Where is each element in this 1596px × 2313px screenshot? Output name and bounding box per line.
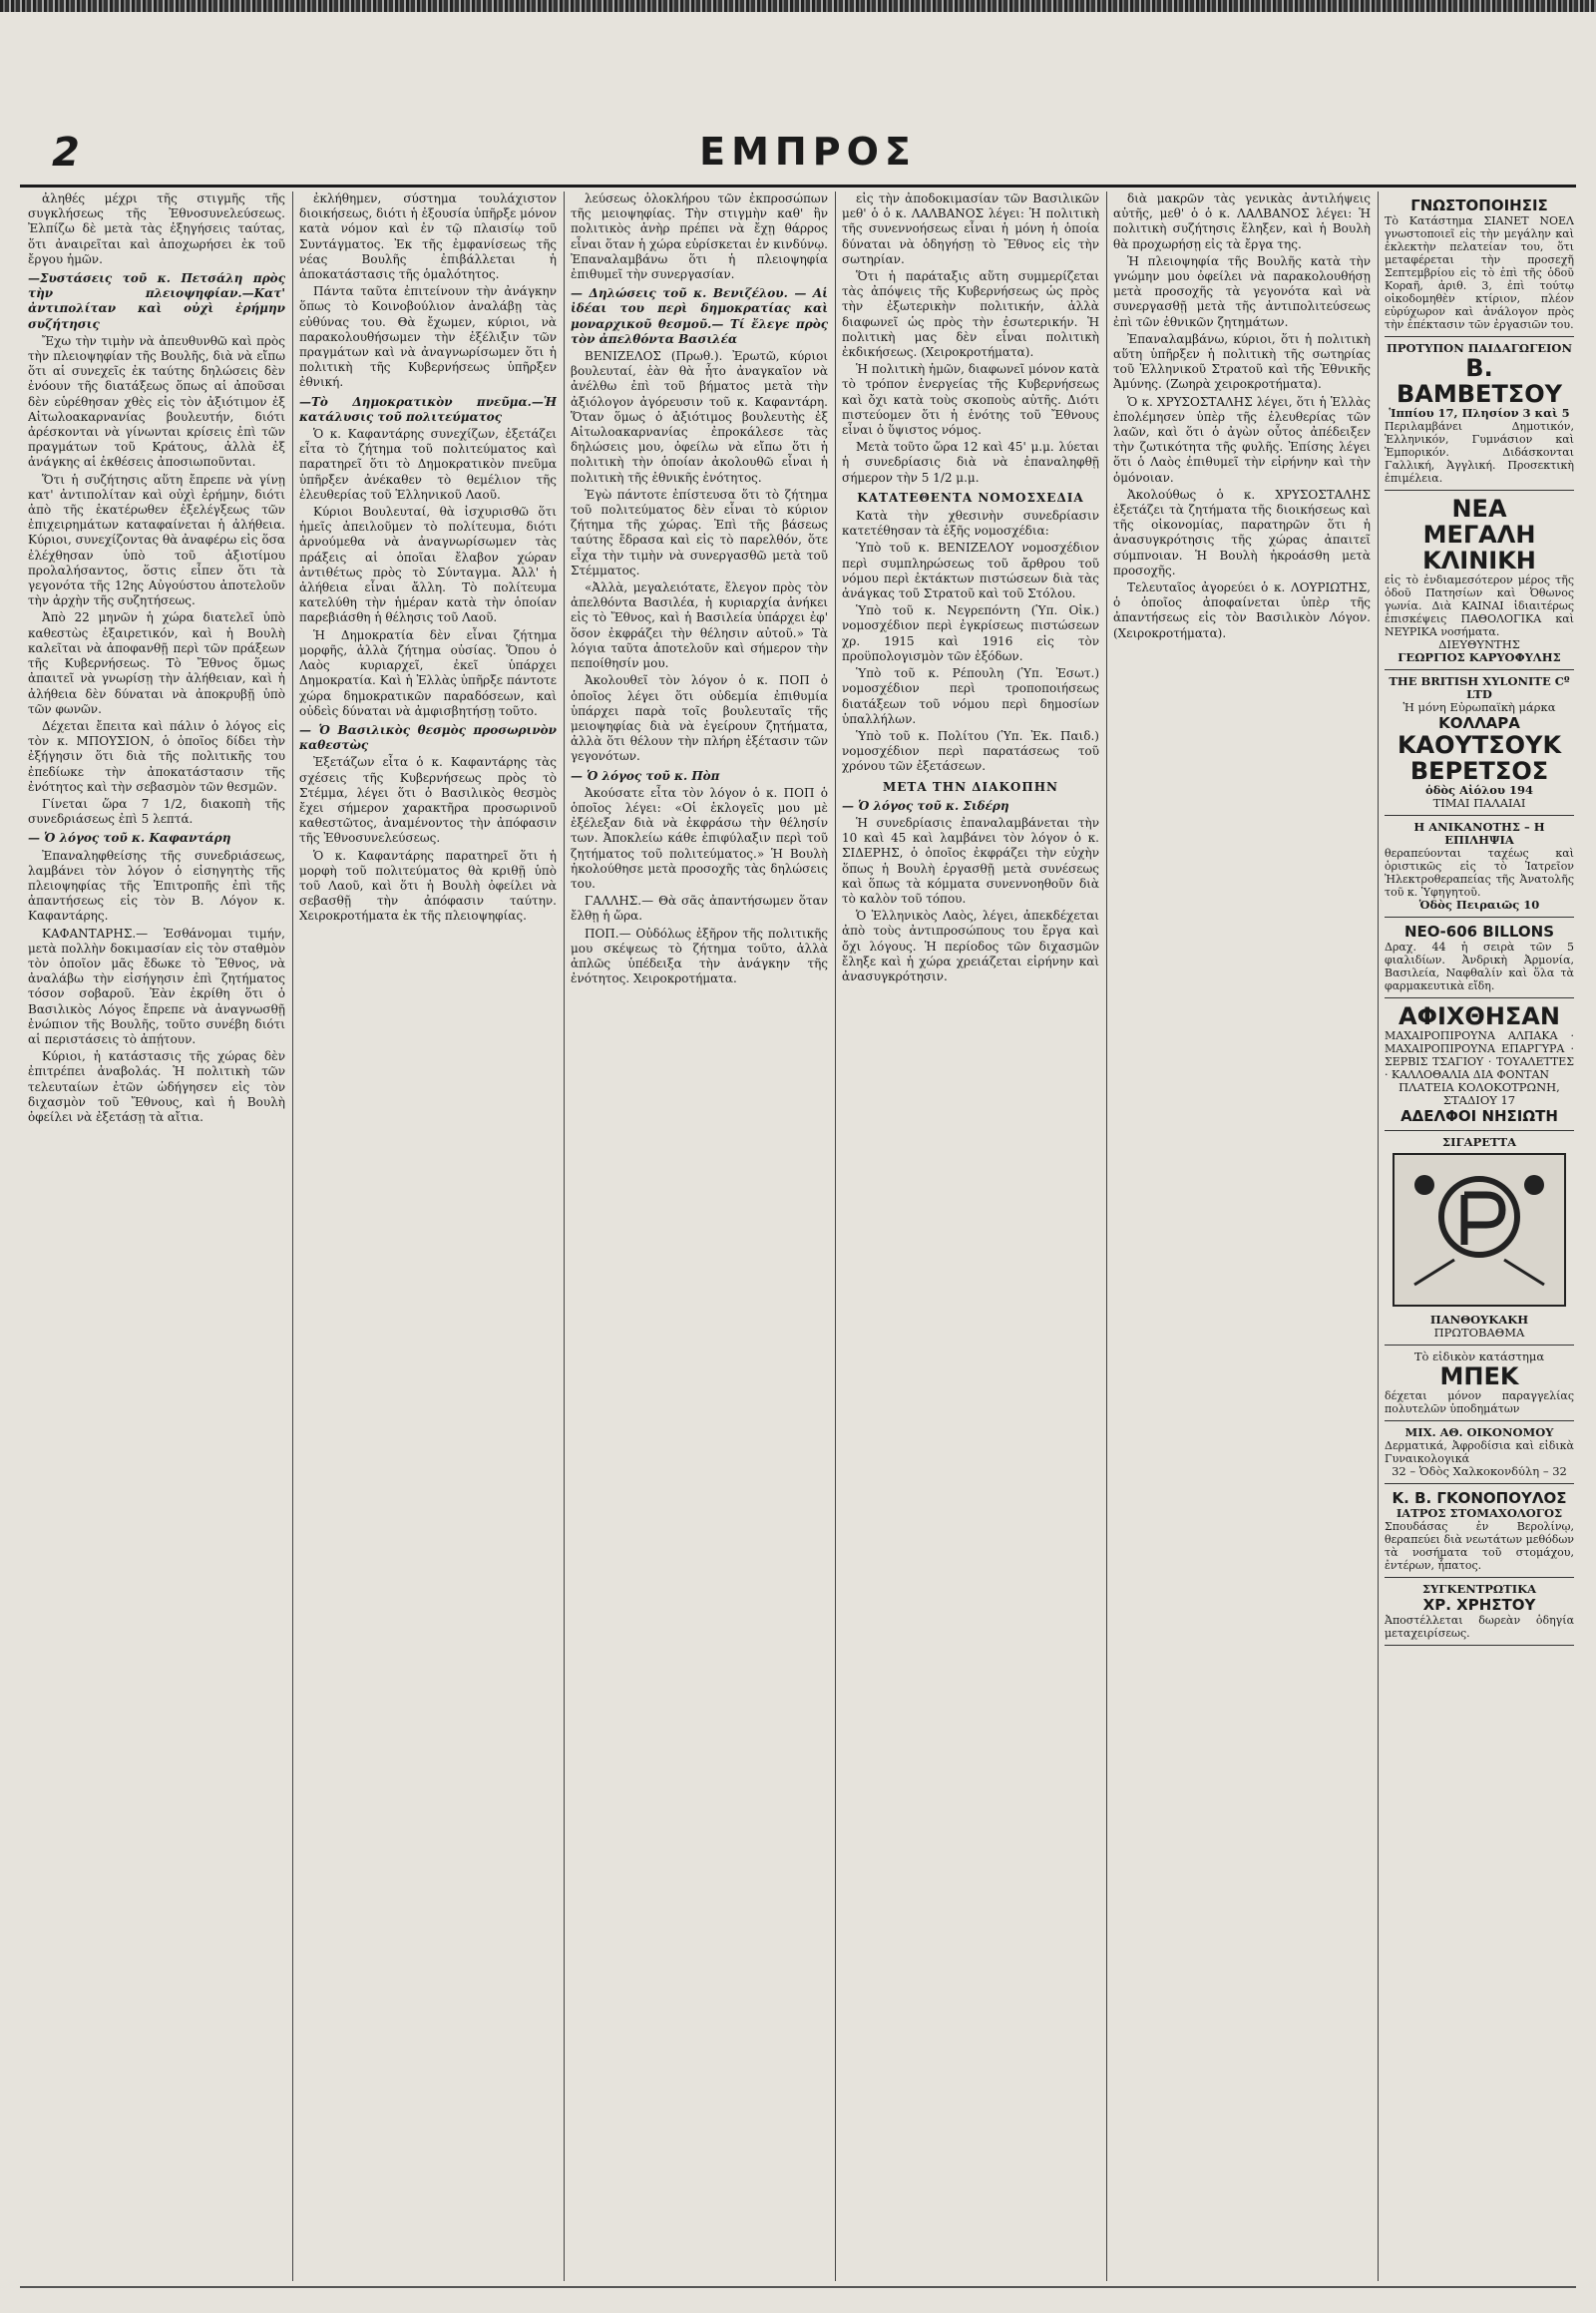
ad-title: ΑΦΙΧΘΗΣΑΝ <box>1398 1002 1560 1030</box>
article-paragraph: Ἡ πολιτικὴ ἡμῶν, διαφωνεῖ μόνον κατὰ τὸ τρόπον ἐνεργείας τῆς Κυβερνήσεως καὶ ὄχι κατὰ τοὺς σκοποὺς αὐτῆς. Διότι πιστεύομεν ὅτι ἡ ἑνότης τοῦ Ἔθνους εἶναι ὁ ὕψιστος νόμος. <box>842 362 1099 438</box>
ad-xylonite <box>1385 670 1574 816</box>
ad-text: δέχεται μόνον παραγγελίας πολυτελῶν ὑποδημάτων <box>1385 1389 1574 1415</box>
ad-text: Δερματικά, Ἀφροδίσια καὶ εἰδικὰ Γυναικολογικά <box>1385 1439 1574 1465</box>
ad-title: ΝΕΟ-606 BILLONS <box>1403 923 1554 941</box>
ad-product: ΚΟΛΛΑΡΑ <box>1438 714 1520 732</box>
ad-address: Ἱππίου 17, Πλησίον 3 καὶ 5 <box>1389 406 1570 420</box>
ad-title: ΜΠΕΚ <box>1439 1362 1519 1390</box>
cigarette-illustration <box>1393 1153 1566 1307</box>
ad-name: ΧΡ. ΧΡΗΣΤΟΥ <box>1422 1596 1536 1614</box>
article-paragraph: Ὁ κ. Καφαντάρης συνεχίζων, ἐξετάζει εἶτα τὸ ζήτημα τοῦ πολιτεύματος καὶ παρατηρεῖ ὅτι τὸ Δημοκρατικὸν πνεῦμα ὑπῆρξεν ἀνέκαθεν τὸ θεμέλιον τῆς ἐλευθερίας τοῦ Ἑλληνικοῦ Λαοῦ. <box>299 427 557 502</box>
article-paragraph: Ἀπὸ 22 μηνῶν ἡ χώρα διατελεῖ ὑπὸ καθεστὼς ἐξαιρετικόν, καὶ ἡ Βουλὴ καλεῖται νὰ ἀποφανθῇ περὶ τῶν πράξεων τῆς Κυβερνήσεως. Τὸ Ἔθνος ὅμως ἀπαιτεῖ νὰ γνωρίσῃ τὴν ἀλήθειαν, καὶ ἡ ἀλήθεια δὲν δύναται νὰ ἀποκρυβῇ ὑπὸ τῶν φωνῶν. <box>28 610 285 716</box>
article-paragraph: Ἡ συνεδρίασις ἐπαναλαμβάνεται τὴν 10 καὶ 45 καὶ λαμβάνει τὸν λόγον ὁ κ. ΣΙΔΕΡΗΣ, ὁ ὁποῖος ἐκφράζει τὴν εὐχὴν ὅπως ἡ Βουλὴ ἐργασθῇ μετὰ συνέσεως καὶ ὅπως τὰ κόμματα συνεννοηθοῦν διὰ τὸ καλὸν τοῦ τόπου. <box>842 815 1099 906</box>
ad-address: ΠΛΑΤΕΙΑ ΚΟΛΟΚΟΤΡΩΝΗ, ΣΤΑΔΙΟΥ 17 <box>1398 1080 1560 1107</box>
ad-product-big: ΚΑΟΥΤΣΟΥΚ <box>1396 731 1562 759</box>
article-paragraph: Δέχεται ἔπειτα καὶ πάλιν ὁ λόγος εἰς τὸν κ. ΜΠΟΥΣΙΟΝ, ὁ ὁποῖος δίδει τὴν ἐξήγησιν ὅτι διὰ τῆς πολιτικῆς του ἐπεδίωκε τὴν ἀποκατάστασιν τῆς ἐνότητος καὶ τὴν σεβασμὸν τῶν θεσμῶν. <box>28 718 285 794</box>
ad-text: εἰς τὸ ἐνδιαμεσότερον μέρος τῆς ὁδοῦ Πατησίων καὶ Ὀθωνος γωνία. Διὰ ΚΑΙΝΑΙ ἰδιαιτέρως ἐπισκέψεις ΠΑΘΟΛΟΓΙΚΑ καὶ ΝΕΥΡΙΚΑ νοσήματα. <box>1385 574 1574 638</box>
article-paragraph: Ὑπὸ τοῦ κ. ΒΕΝΙΖΕΛΟΥ νομοσχέδιον περὶ συμπληρώσεως τοῦ ἄρθρου τοῦ νόμου περὶ ἐκτάκτων πιστώσεων διὰ τὰς ἀνάγκας τοῦ Στρατοῦ καὶ τοῦ Στόλου. <box>842 541 1099 601</box>
ad-cigarettes <box>1385 1131 1574 1346</box>
column-1 <box>28 192 285 2281</box>
article-paragraph: ἀληθές μέχρι τῆς στιγμῆς τῆς συγκλήσεως τῆς Ἐθνοσυνελεύσεως. Ἐλπίζω δὲ μετὰ τὰς ἐξηγήσεις ταύτας, ὅτι ἀναιρεῖται καὶ ἀποχωρήσει ἐκ τοῦ ἔργου ἡμῶν. <box>28 192 285 266</box>
ad-clinic <box>1385 491 1574 670</box>
ad-address: Ὁδὸς Πειραιῶς 10 <box>1418 898 1540 912</box>
ad-text: Σπουδάσας ἐν Βερολίνῳ, θεραπεύει διὰ νεωτάτων μεθόδων τὰ νοσήματα τοῦ στομάχου, ἐντέρων, ἧπατος. <box>1385 1520 1574 1572</box>
column-divider <box>835 192 836 2281</box>
ad-brand: ΠΑΝΘΟΥΚΑΚΗ <box>1429 1313 1529 1327</box>
column-2 <box>299 192 557 2281</box>
article-paragraph: «Ἀλλὰ, μεγαλειότατε, ἔλεγον πρὸς τὸν ἀπελθόντα Βασιλέα, ἡ κυριαρχία ἀνήκει εἰς τὸ Ἔθνος, καὶ ἡ Βασιλεία ὑπάρχει ἐφ' ὅσον ἐκφράζει τὴν θέλησιν αὐτοῦ.» Τὰ λόγια ταῦτα ἀποτελοῦν καὶ σήμερον τὴν πεποίθησίν μου. <box>571 580 828 671</box>
column-divider <box>292 192 293 2281</box>
article-paragraph: Ὅτι ἡ παράταξις αὕτη συμμερίζεται τὰς ἀπόψεις τῆς Κυβερνήσεως ὡς πρὸς τὴν ἐξωτερικὴν πολιτικήν, ἀλλὰ διαφωνεῖ ὡς πρὸς τὴν ἐσωτερικήν. Ἡ πολιτικὴ μας δὲν εἶναι πολιτικὴ ἐκδικήσεως. (Χειροκροτήματα). <box>842 269 1099 360</box>
article-paragraph: Ἀκούσατε εἶτα τὸν λόγον ὁ κ. ΠΟΠ ὁ ὁποῖος λέγει: «Οἱ ἐκλογεῖς μου μὲ ἐξέλεξαν διὰ νὰ ἐκφράσω τὴν θέλησίν των. Ἀποκλείω κάθε ἐπιφύλαξιν περὶ τοῦ ζητήματος τοῦ πολιτεύματος.» Ἡ Βουλὴ ἠκολούθησε μετὰ προσοχῆς τὰς δηλώσεις του. <box>571 785 828 891</box>
ad-clinic-epilepsy <box>1385 816 1574 918</box>
ad-label: ΣΙΓΑΡΕΤΤΑ <box>1441 1135 1517 1149</box>
article-paragraph: Κύριοι, ἡ κατάστασις τῆς χώρας δὲν ἐπιτρέπει ἀναβολάς. Ἡ πολιτικὴ τῶν τελευταίων ἐτῶν ὡδήγησεν εἰς τὸν διχασμὸν τοῦ Ἔθνους, καὶ ἡ Βουλὴ ὀφείλει νὰ ἐξετάσῃ τὰ αἴτια. <box>28 1049 285 1124</box>
article-paragraph: ΚΑΦΑΝΤΑΡΗΣ.— Ἐσθάνομαι τιμήν, μετὰ πολλὴν δοκιμασίαν εἰς τὸν σταθμὸν τὸν ὁποῖον μᾶς ἔδωκε τὸ Ἔθνος, νὰ ἀναλάβω τὴν εἰσήγησιν ἐπὶ ζητήματος τόσον σοβαροῦ. Ἐὰν ἐκρίθη ὅτι ὁ Βασιλικὸς Λόγος ἔπρεπε νὰ ἀναγνωσθῇ ἐνώπιον τῆς Βουλῆς, τοῦτο συνέβη διότι αἱ περιστάσεις τὸ ἀπῄτουν. <box>28 926 285 1046</box>
column-divider <box>1106 192 1107 2281</box>
article-paragraph: Τελευταῖος ἀγορεύει ὁ κ. ΛΟΥΡΙΩΤΗΣ, ὁ ὁποῖος ἀποφαίνεται ὑπὲρ τῆς ἀπαντήσεως εἰς τὸν Βασιλικὸν Λόγον. (Χειροκροτήματα). <box>1113 580 1371 640</box>
ad-title: ΙΑΤΡΟΣ ΣΤΟΜΑΧΟΛΟΓΟΣ <box>1396 1506 1563 1520</box>
ad-brand: ΒΕΡΕΤΣΟΣ <box>1409 757 1549 785</box>
article-subheading: — Δηλώσεις τοῦ κ. Βενιζέλου. — Αἱ ἰδέαι του περὶ δημοκρατίας καὶ μοναρχικοῦ θεσμοῦ.— Τί ἔλεγε πρὸς τὸν ἀπελθόντα Βασιλέα <box>571 286 828 346</box>
masthead-title: ΕΜΠΡΟΣ <box>699 130 917 174</box>
ad-name: Κ. Β. ΓΚΟΝΟΠΟΥΛΟΣ <box>1392 1489 1567 1507</box>
ad-note: ΤΙΜΑΙ ΠΑΛΑΙΑΙ <box>1432 796 1526 810</box>
footer-rule <box>20 2286 1576 2288</box>
article-paragraph: Μετὰ τοῦτο ὥρα 12 καὶ 45' μ.μ. λύεται ἡ συνεδρίασις διὰ νὰ ἐπαναληφθῇ σήμερον τὴν 5 1/2 μ.μ. <box>842 440 1099 485</box>
ad-address: 32 – Ὁδὸς Χαλκοκονδύλη – 32 <box>1392 1464 1567 1478</box>
ad-subtitle: ΠΡΟΤΥΠΟΝ ΠΑΙΔΑΓΩΓΕΙΟΝ <box>1387 341 1572 355</box>
article-subheading: ΚΑΤΑΤΕΘΕΝΤΑ ΝΟΜΟΣΧΕΔΙΑ <box>857 490 1084 505</box>
page-number: 2 <box>52 130 80 176</box>
article-paragraph: Ἀκολούθως ὁ κ. ΧΡΥΣΟΣΤΑΛΗΣ ἐξετάζει τὰ ζητήματα τῆς διοικήσεως καὶ τῆς οἰκονομίας, παρατηρῶν ὅτι ἡ ἀνασυγκρότησις τῆς χώρας ἀπαιτεῖ σύμπνοιαν. Ἡ Βουλὴ ἠκροάσθη μετὰ προσοχῆς. <box>1113 487 1371 578</box>
ad-text: Δραχ. 44 ἡ σειρὰ τῶν 5 φιαλιδίων. Ἀνδρικὴ Ἀρμονία, Βασιλεία, Ναφθαλίν καὶ ὅλα τὰ φαρμακευτικὰ εἴδη. <box>1385 941 1574 992</box>
column-divider <box>564 192 565 2281</box>
ad-title: ΣΥΓΚΕΝΤΡΩΤΙΚΑ <box>1421 1582 1537 1596</box>
ad-award: ΠΡΩΤΟΒΑΘΜΑ <box>1433 1326 1525 1340</box>
ad-subtitle: Ἡ μόνη Εὐρωπαϊκὴ μάρκα <box>1402 700 1556 714</box>
ad-neo606 <box>1385 918 1574 998</box>
article-subheading: ΜΕΤΑ ΤΗΝ ΔΙΑΚΟΠΗΝ <box>882 779 1059 794</box>
article-paragraph: Κύριοι Βουλευταί, θὰ ἰσχυρισθῶ ὅτι ἡμεῖς ἀπειλοῦμεν τὸ πολίτευμα, διότι ἀρνούμεθα νὰ ἀναγνωρίσωμεν τὰς πράξεις αἱ ὁποῖαι ἔλαβον χώραν ἀντιθέτως πρὸς τὸ Σύνταγμα. Ἀλλ' ἡ ἀλήθεια εἶναι ἄλλη. Τὸ πολίτευμα κατελύθη τὴν ἡμέραν κατὰ τὴν ὁποίαν παρεβιάσθη ἡ θέλησις τοῦ Λαοῦ. <box>299 505 557 625</box>
top-border-ornament <box>0 0 1596 12</box>
article-paragraph: Ὁ κ. Καφαντάρης παρατηρεῖ ὅτι ἡ μορφὴ τοῦ πολιτεύματος θὰ κριθῇ ὑπὸ τοῦ Λαοῦ, καὶ ὅτι ἡ Βουλὴ ὀφείλει νὰ σεβασθῇ τὴν ἀπόφασιν ταύτην. Χειροκροτήματα ἐκ τῆς πλειοψηφίας. <box>299 848 557 924</box>
article-paragraph: Ὅτι ἡ συζήτησις αὕτη ἔπρεπε νὰ γίνῃ κατ' ἀντιπολίταν καὶ οὐχὶ ἐρήμην, διότι ἀπὸ τῆς ἑκατέρωθεν ἐξελέγξεως τῶν ἐπιχειρημάτων καταφαίνεται ἡ ἀλήθεια. Κύριοι, συνεχίζοντας θὰ ἀναφέρω εἰς ὅσα ἐλέχθησαν ὑπὸ τοῦ ἀξιοτίμου προλαλήσαντος, ὅστις εἶπεν ὅτι τὰ γεγονότα τῆς 12ης Αὐγούστου ἀποτελοῦν τὴν ἀρχὴν τῆς συζητήσεως. <box>28 472 285 608</box>
ad-address: ὁδὸς Αἰόλου 194 <box>1425 783 1533 797</box>
column-5 <box>1113 192 1371 2281</box>
article-paragraph: Ἡ Δημοκρατία δὲν εἶναι ζήτημα μορφῆς, ἀλλὰ ζήτημα οὐσίας. Ὅπου ὁ Λαὸς κυριαρχεῖ, ἐκεῖ ὑπάρχει Δημοκρατία. Καὶ ἡ Ἑλλὰς ὑπῆρξε πάντοτε χώρα δημοκρατικῶν παραδόσεων, καὶ οὐδεὶς δύναται νὰ ἀμφισβητήσῃ τοῦτο. <box>299 627 557 718</box>
ad-text: Τὸ Κατάστημα ΣΙΑΝΕΤ ΝΟΕΛ γνωστοποιεῖ εἰς τὴν μεγάλην καὶ ἐκλεκτὴν πελατείαν του, ὅτι μεταφέρεται τὴν προσεχῆ Σεπτεμβρίου εἰς τὸ ἐπὶ τῆς ὁδοῦ Κοραῆ, ἀριθ. 3, ἐπὶ τούτῳ οἰκοδομηθὲν κτίριον, πλέον εὐρύχωρον καὶ ἀνάλογον πρὸς τὴν ἐπέκτασιν τῶν ἐργασιῶν του. <box>1385 214 1574 331</box>
article-paragraph: εἰς τὴν ἀποδοκιμασίαν τῶν Βασιλικῶν μεθ' ὁ ὁ κ. ΛΑΛΒΑΝΟΣ λέγει: Ἡ πολιτικὴ τῆς συνεννοήσεως εἶναι ἡ μόνη ἡ ὁποία δύναται νὰ ὁδηγήσῃ τὸ Ἔθνος εἰς τὴν σωτηρίαν. <box>842 192 1099 266</box>
article-paragraph: Γίνεται ὥρα 7 1/2, διακοπὴ τῆς συνεδριάσεως ἐπὶ 5 λεπτά. <box>28 796 285 827</box>
page-header <box>20 130 1576 180</box>
ad-name: ΜΙΧ. ΑΘ. ΟΙΚΟΝΟΜΟΥ <box>1404 1425 1554 1439</box>
article-paragraph: Ὑπὸ τοῦ κ. Πολίτου (Ὑπ. Ἐκ. Παιδ.) νομοσχέδιον περὶ παρατάσεως τοῦ χρόνου τῶν ἐξετάσεων. <box>842 728 1099 774</box>
article-paragraph: Ἔχω τὴν τιμὴν νὰ ἀπευθυνθῶ καὶ πρὸς τὴν πλειοψηφίαν τῆς Βουλῆς, διὰ νὰ εἴπω ὅτι αἱ συνεχεῖς ἐκ ταύτης δηλώσεις δὲν ἐνόουν τῆς διατάξεως ὅπως αἱ ἀποῦσαι δὲν εὑρέθησαν χθὲς εἰς τὸν ἀξιότιμον ἐξ Αἰτωλοακαρνανίας βουλευτήν, διότι ἀρέσκονται νὰ γίνωνται κρίσεις ἐπὶ τῶν πραγμάτων τοῦ Κράτους, ἀλλὰ ἐξ ἀνάγκης αἱ ἐκθέσεις ἀποσιωποῦνται. <box>28 333 285 470</box>
article-paragraph: λεύσεως ὁλοκλήρου τῶν ἐκπροσώπων τῆς μειοψηφίας. Τὴν στιγμὴν καθ' ἣν πολιτικὸς ἀνὴρ πρέπει νὰ ἔχῃ θάρρος εἶναι ὅταν ἡ χώρα εὑρίσκεται ἐν κινδύνῳ. Ἐπαναλαμβάνω ὅτι ἡ πλειοψηφία ἐπιθυμεῖ τὴν συνεργασίαν. <box>571 192 828 282</box>
article-paragraph: Ὑπὸ τοῦ κ. Ρέπουλη (Ὑπ. Ἐσωτ.) νομοσχέδιον περὶ τροποποιήσεως διατάξεων τοῦ νόμου περὶ δημοσίων ὑπαλλήλων. <box>842 666 1099 726</box>
ad-title: Η ΑΝΙΚΑΝΟΤΗΣ – Η ΕΠΙΛΗΨΙΑ <box>1413 820 1545 847</box>
article-paragraph: ΠΟΠ.— Οὐδόλως ἐξῆρον τῆς πολιτικῆς μου σκέψεως τὸ ζήτημα τοῦτο, ἀλλὰ ἀπλῶς ὑπέδειξα τὴν ἀνάγκην τῆς ἐνότητος. Χειροκροτήματα. <box>571 926 828 986</box>
ad-title: Β. ΒΑΜΒΕΤΣΟΥ <box>1396 354 1562 408</box>
ad-text: Περιλαμβάνει Δημοτικόν, Ἑλληνικόν, Γυμνάσιον καὶ Ἐμπορικόν. Διδάσκονται Γαλλική, Ἀγγλική. Προσεκτικὴ ἐπιμέλεια. <box>1385 420 1574 485</box>
ad-label: ΔΙΕΥΘΥΝΤΗΣ <box>1438 637 1520 651</box>
ad-doctor-oikonomou <box>1385 1421 1574 1484</box>
ad-arrived <box>1385 998 1574 1131</box>
ad-title: ΓΝΩΣΤΟΠΟΙΗΣΙΣ <box>1410 196 1548 214</box>
ad-title: ΜΕΓΑΛΗ ΚΛΙΝΙΚΗ <box>1422 521 1536 575</box>
ad-text: θεραπεύονται ταχέως καὶ ὁριστικῶς εἰς τὸ Ἰατρεῖον Ἠλεκτροθεραπείας τῆς Ἀνατολῆς τοῦ κ. Ὑφηγητοῦ. <box>1385 847 1574 899</box>
ad-brand: ΑΔΕΛΦΟΙ ΝΗΣΙΩΤΗ <box>1400 1107 1558 1125</box>
article-paragraph: Ὑπὸ τοῦ κ. Νεγρεπόντη (Ὑπ. Οἰκ.) νομοσχέδιον περὶ ἐγκρίσεως πιστώσεων χρ. 1915 καὶ 1916 εἰς τὸν προϋπολογισμὸν τῶν ἐξόδων. <box>842 603 1099 663</box>
ad-chrestou <box>1385 1578 1574 1646</box>
article-paragraph: Ἀκολουθεῖ τὸν λόγον ὁ κ. ΠΟΠ ὁ ὁποῖος λέγει ὅτι οὐδεμία ἐπιθυμία ὑπάρχει παρὰ τοῖς βουλευταῖς τῆς μειοψηφίας διὰ νὰ ἐγείρουν ζητήματα, ἀλλὰ ὅτι θέλουν τὴν πλήρη ἐξέτασιν τῶν γεγονότων. <box>571 673 828 764</box>
article-subheading: — Ὁ Βασιλικὸς θεσμὸς προσωρινὸν καθεστὼς <box>299 722 557 753</box>
article-paragraph: Κατὰ τὴν χθεσινὴν συνεδρίασιν κατετέθησαν τὰ ἑξῆς νομοσχέδια: <box>842 509 1099 539</box>
article-paragraph: Ἐγὼ πάντοτε ἐπίστευσα ὅτι τὸ ζήτημα τοῦ πολιτεύματος δὲν εἶναι τὸ κύριον ζήτημα τῆς χώρας. Ἐπὶ τῆς βάσεως ταύτης ἔδρασα καὶ εἰς τὸ παρελθόν, ὅτε εἶχα τὴν τιμὴν νὰ συνεργασθῶ μετὰ τοῦ Στέμματος. <box>571 487 828 578</box>
ad-text: Ἀποστέλλεται δωρεὰν ὁδηγία μεταχειρίσεως. <box>1385 1614 1574 1640</box>
article-subheading: —Συστάσεις τοῦ κ. Πετσάλη πρὸς τὴν πλειοψηφίαν.—Κατ' ἀντιπολίταν καὶ οὐχὶ ἐρήμην συζήτησις <box>28 271 285 331</box>
article-paragraph: ΓΑΛΛΗΣ.— Θὰ σᾶς ἀπαντήσωμεν ὅταν ἔλθῃ ἡ ὥρα. <box>571 894 828 924</box>
article-paragraph: Πάντα ταῦτα ἐπιτείνουν τὴν ἀνάγκην ὅπως τὸ Κοινοβούλιον ἀναλάβῃ τὰς εὐθύνας του. Θὰ ἔχωμεν, κύριοι, νὰ παρακολουθήσωμεν τὴν ἐξέλιξιν τῶν πραγμάτων καὶ νὰ ἀναγνωρίσωμεν ὅτι ἡ πολιτικὴ τῆς Κυβερνήσεως ὑπῆρξεν ἐθνική. <box>299 284 557 390</box>
ad-mpek <box>1385 1346 1574 1421</box>
article-paragraph: Ἐπαναληφθείσης τῆς συνεδριάσεως, λαμβάνει τὸν λόγον ὁ εἰσηγητὴς τῆς πλειοψηφίας τῆς Ἐπιτροπῆς ἐπὶ τῆς ἀπαντήσεως εἰς τὸν Β. Λόγον κ. Καφαντάρης. <box>28 848 285 924</box>
article-paragraph: Ὁ κ. ΧΡΥΣΟΣΤΑΛΗΣ λέγει, ὅτι ἡ Ἑλλὰς ἐπολέμησεν ὑπὲρ τῆς ἐλευθερίας τῶν λαῶν, καὶ ὅτι ὁ ἀγὼν οὗτος ἀπέδειξεν τὴν ζωτικότητα τῆς φυλῆς. Ἐπίσης λέγει ὅτι ὁ Λαὸς ἐπιθυμεῖ τὴν εἰρήνην καὶ τὴν ὁμόνοιαν. <box>1113 394 1371 485</box>
article-subheading: — Ὁ λόγος τοῦ κ. Πὸπ <box>571 768 720 783</box>
column-3 <box>571 192 828 2281</box>
ad-title: THE BRITISH XYLONITE Cº LTD <box>1389 674 1570 701</box>
article-paragraph: Ἐξετάζων εἶτα ὁ κ. Καφαντάρης τὰς σχέσεις τῆς Κυβερνήσεως πρὸς τὸ Στέμμα, λέγει ὅτι ὁ Βασιλικὸς θεσμὸς ἔχει σήμερον χαρακτῆρα προσωρινοῦ καθεστῶτος, ἀναμένοντος τὴν ἀπόφασιν τῆς Ἐθνοσυνελεύσεως. <box>299 755 557 846</box>
ad-kicker: Τὸ εἰδικὸν κατάστημα <box>1413 1349 1545 1363</box>
article-subheading: — Ὁ λόγος τοῦ κ. Καφαντάρη <box>28 831 231 846</box>
advertisements-column <box>1385 192 1574 2281</box>
column-4 <box>842 192 1099 2281</box>
ad-text: ΜΑΧΑΙΡΟΠΙΡΟΥΝΑ ΑΛΠΑΚΑ · ΜΑΧΑΙΡΟΠΙΡΟΥΝΑ ΕΠΑΡΓΥΡΑ · ΣΕΡΒΙΣ ΤΣΑΓΙΟΥ · ΤΟΥΑΛΕΤΤΕΣ · ΚΑΛΛΟΘΑΛΙΑ ΔΙΑ ΦΟΝΤΑΝ <box>1385 1029 1574 1081</box>
header-rule <box>20 185 1576 188</box>
ad-notice <box>1385 192 1574 337</box>
article-paragraph: Ἡ πλειοψηφία τῆς Βουλῆς κατὰ τὴν γνώμην μου ὀφείλει νὰ παρακολουθήσῃ μετὰ προσοχῆς τὰ γεγονότα καὶ νὰ συνεργασθῇ μετὰ τῆς ἀντιπολιτεύσεως ἐπὶ τῶν ἐθνικῶν ζητημάτων. <box>1113 253 1371 329</box>
article-paragraph: Ἐπαναλαμβάνω, κύριοι, ὅτι ἡ πολιτικὴ αὕτη ὑπῆρξεν ἡ πολιτικὴ τῆς σωτηρίας τοῦ Ἑλληνικοῦ Στρατοῦ καὶ τῆς Ἐθνικῆς Ἀμύνης. (Ζωηρὰ χειροκροτήματα). <box>1113 331 1371 392</box>
ad-name: ΓΕΩΡΓΙΟΣ ΚΑΡΥΟΦΥΛΗΣ <box>1397 650 1561 664</box>
article-paragraph: ΒΕΝΙΖΕΛΟΣ (Πρωθ.). Ἐρωτῶ, κύριοι βουλευταί, ἐὰν θὰ ἦτο ἀναγκαῖον νὰ ἀνέλθω ἐπὶ τοῦ βήματος μετὰ τὴν ἀξιόλογον ἀγόρευσιν τοῦ κ. Καφαντάρη. Ὅταν ὅμως ὁ ἀξιότιμος βουλευτὴς ἐξ Αἰτωλοακαρνανίας ἐπροκάλεσε τὰς δηλώσεις μου, ὀφείλω νὰ εἴπω ὅτι ἡ πολιτικὴ τὴν ὁποίαν ἀκολουθῶ εἶναι ἡ πολιτικὴ τῆς ἐθνικῆς ἐνότητος. <box>571 349 828 485</box>
ad-school <box>1385 337 1574 491</box>
article-paragraph: ἐκλήθημεν, σύστημα τουλάχιστον διοικήσεως, διότι ἡ ἐξουσία ὑπῆρξε μόνον κατὰ νόμον καὶ ἐν τῷ πλαισίῳ τοῦ Συντάγματος. Ἐκ τῆς ἐμφανίσεως τῆς νέας Βουλῆς ἐπιβάλλεται ἡ ἀποκατάστασις τῆς ὁμαλότητος. <box>299 192 557 282</box>
ad-kicker: ΝΕΑ <box>1451 495 1507 523</box>
article-subheading: —Τὸ Δημοκρατικὸν πνεῦμα.—Ἡ κατάλυσις τοῦ πολιτεύματος <box>299 394 557 424</box>
column-divider <box>1378 192 1379 2281</box>
ad-doctor-gkonopoulos <box>1385 1484 1574 1578</box>
article-paragraph: Ὁ Ἑλληνικὸς Λαὸς, λέγει, ἀπεκδέχεται ἀπὸ τοὺς ἀντιπροσώπους του ἔργα καὶ ὄχι λόγους. Ἡ περίοδος τῶν διχασμῶν ἔληξε καὶ ἡ χώρα χρειάζεται εἰρήνην καὶ ἀνασυγκρότησιν. <box>842 909 1099 983</box>
article-subheading: — Ὁ λόγος τοῦ κ. Σιδέρη <box>842 798 1009 813</box>
article-paragraph: διὰ μακρῶν τὰς γενικὰς ἀντιλήψεις αὐτῆς, μεθ' ὁ ὁ κ. ΛΑΛΒΑΝΟΣ λέγει: Ἡ πολιτικὴ συζήτησις ἔληξεν, καὶ ἡ Βουλὴ θὰ προχωρήσῃ εἰς τὰ ἔργα της. <box>1113 192 1371 251</box>
